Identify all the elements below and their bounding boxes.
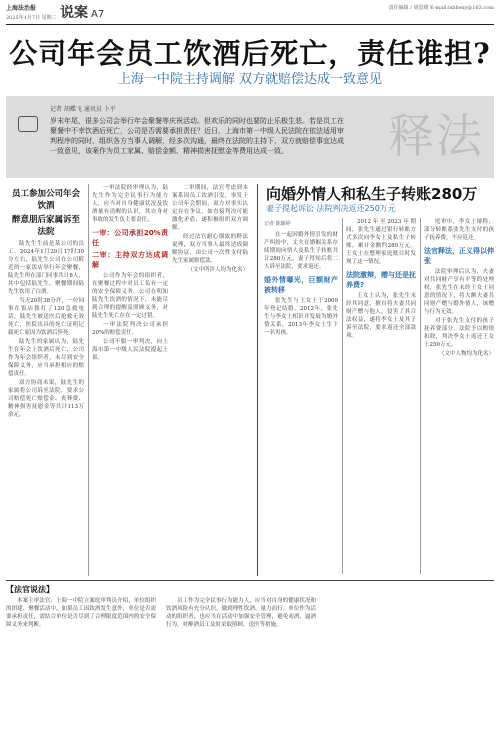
column-divider bbox=[420, 218, 421, 574]
issue-date: 2025年1月7日 星期二 bbox=[6, 15, 57, 21]
paragraph: 一审法院经审理认为，陆先生作为完全民事行为能力人，应当对自身健康状况及饮酒量有清醒的认识，其自身对事故的发生负主要责任。 bbox=[92, 185, 168, 223]
paragraph: 双方协商未果，陆先生的家属将公司诉至法院，要求公司赔偿死亡赔偿金、丧葬费、精神损害抚慰金等共计113万余元。 bbox=[8, 380, 84, 418]
paragraph: 在一起因婚外情引发的财产纠纷中，丈夫在婚姻关系存续期间向情人及私生子转账共计280万元，妻子得知后将二人诉至法院，要求返还。 bbox=[264, 232, 338, 270]
lead-text: 岁末年尾，很多公司会举行年会聚餐等庆祝活动。但欢乐的同时也要防止乐极生悲。若是员工在聚餐中不幸饮酒后死亡，公司是否需要承担责任？近日，上海市第一中级人民法院在依法适用审判程序的同时，组织各方当事人调解，经多次沟通，最终在法院的主持下，双方就赔偿事宜达成一致意见，该案作为员工家属、赔偿金额、精神损害抚慰金等费用达成一致。 bbox=[50, 117, 344, 155]
page-number: A7 bbox=[91, 9, 105, 20]
story2-heading-3: 法官释法，正义得以伸张 bbox=[424, 247, 494, 265]
story1-endnote: （文中所涉人均为化名） bbox=[187, 267, 248, 273]
paragraph: 员工作为完全民事行为能力人，应当对自身的健康状况和饮酒风险有充分认识，做到理性饮酒、量力而行。单位作为活动的组织者，也应当在活动中加强安全管理，避免劝酒、逼酒行为，对醉酒员工及时采取照顾、送医等措施。 bbox=[166, 598, 316, 628]
paragraph: 陆先生的家属认为，陆先生在年会上饮酒后死亡，公司作为年会组织者，未尽到安全保障义务，应当承担相应的赔偿责任。 bbox=[8, 339, 84, 377]
section-title bbox=[60, 2, 104, 22]
story1-title-line1: 员工参加公司年会饮酒 bbox=[11, 189, 80, 211]
story2-byline: 记者 陈颖婷 bbox=[264, 221, 291, 227]
lead-band bbox=[6, 96, 494, 178]
story2-column-2 bbox=[346, 218, 416, 574]
commentary-column-1 bbox=[6, 597, 156, 742]
column-divider bbox=[342, 218, 343, 574]
story2-heading-2: 法院激辩，赠与还是抚养费? bbox=[346, 271, 416, 289]
paragraph: 对于张先生支付的孩子抚养费部分，法院予以酌情扣除，判决李女士返还王女士250万元。 bbox=[424, 318, 494, 348]
paragraph: 当天20时38分许，一位同事在饭店拨打了120急救电话。陆先生被送医后抢救无效死亡，医院出具的死亡证明记载死亡原因为饮酒后猝死。 bbox=[8, 298, 84, 336]
story2-headline: 向婚外情人和私生子转账280万 bbox=[266, 185, 478, 203]
page-subheadline: 上海一中院主持调解 双方就赔偿达成一致意见 bbox=[117, 72, 383, 87]
paragraph: 陆先生生前是某公司的员工。2024年1月29日17时30分左右，陆先生公司在公司附近的一家饭店举行年会聚餐，陆先生所在部门同事共计8人，其中包括陆先生。聚餐期间陆先生饮用了白酒。 bbox=[8, 241, 84, 295]
decorative-calligraphy: 释法 bbox=[388, 109, 484, 163]
judge-commentary-box bbox=[6, 580, 494, 746]
story1-title-line2: 醉意朋后家属诉至法院 bbox=[11, 215, 80, 237]
paragraph: 王女士认为，张先生未经其同意，擅自将夫妻共同财产赠与他人，侵害了其合法权益，遂将李女士及其子诉至法院，要求返还全部款项。 bbox=[346, 293, 416, 339]
story-divider bbox=[257, 184, 258, 576]
paragraph: 庭审中，李女士辩称，部分转账系张先生支付的孩子抚养费，不应返还。 bbox=[424, 219, 494, 241]
story1-column-3 bbox=[172, 184, 248, 574]
column-divider bbox=[88, 184, 89, 576]
section-name: 说案 bbox=[60, 5, 88, 21]
story2-endnote: （文中人物均为化名） bbox=[438, 351, 494, 357]
story2-subheadline: 妻子提起诉讼 法院判决返还250万元 bbox=[266, 204, 396, 213]
speech-bubble-icon bbox=[18, 116, 38, 132]
paragraph: 二审期间，法官考虑到本案系因员工饮酒引发，事发于公司年会期间，双方对事实认定存在争议，如直接判决可能激化矛盾，遂积极组织双方调解。 bbox=[172, 185, 248, 231]
story1-column-1 bbox=[8, 184, 84, 574]
story2-heading-1: 婚外情曝光，巨额财产被转移 bbox=[264, 276, 338, 294]
editor-credits: 责任编辑 / 胡思绪 E-mail:lsbhexy@163.com bbox=[388, 5, 494, 11]
paragraph: 张先生与王女士于2009年登记结婚。2012年，张先生与李女士相识并发展为婚外情关系，2013年李女士生下一名男孩。 bbox=[264, 298, 338, 336]
masthead-rule bbox=[6, 24, 494, 25]
commentary-column-2 bbox=[166, 597, 316, 742]
story1-heading-second-instance: 二审：主持双方达成调解 bbox=[92, 251, 168, 269]
paragraph: 本案主审法官、上海一中院立案庭审判员介绍，单位组织的团建、聚餐活动中，如果员工因饮酒发生意外，单位是否需要承担责任，需结合单位是否尽到了合理限度范围内的安全保障义务来判断。 bbox=[6, 598, 156, 628]
story1-heading-first-instance: 一审：公司承担20%责任 bbox=[92, 229, 168, 247]
masthead bbox=[0, 0, 500, 24]
page-headline: 公司年会员工饮酒后死亡，责任谁担? bbox=[9, 37, 491, 70]
story1-column-2 bbox=[92, 184, 168, 574]
paragraph: 法院审理后认为，夫妻对共同财产享有平等的处理权，张先生在未经王女士同意的情况下，将大额夫妻共同财产赠与婚外情人，该赠与行为无效。 bbox=[424, 269, 494, 315]
paragraph: 一审法院判决公司承担20%的赔偿责任。 bbox=[92, 322, 168, 336]
commentary-tag: 【法官说法】 bbox=[6, 585, 54, 594]
story2-column-3 bbox=[424, 218, 494, 574]
paragraph: 公司不服一审判决，向上海市第一中级人民法院提起上诉。 bbox=[92, 339, 168, 361]
paper-name: 上海法治报 bbox=[6, 5, 37, 12]
paragraph: 公司作为年会的组织者，在聚餐过程中对员工负有一定的安全保障义务。公司在明知陆先生饮酒的情况下，未能尽到合理的提醒及照顾义务，对陆先生死亡存在一定过错。 bbox=[92, 273, 168, 319]
paragraph: 经过法官耐心细致的释法说理，双方当事人最终达成调解协议，由公司一次性支付陆先生家属赔偿款。 bbox=[172, 234, 248, 264]
story2-column-1 bbox=[264, 218, 338, 574]
lead-byline: 记者 胡蝶飞 通讯员 卜平 bbox=[50, 106, 116, 113]
paragraph: 2012年至2023年期间，张先生通过银行转账方式多次向李女士及私生子转账，累计金额约280万元。王女士在整理家庭账目时发现了这一情况。 bbox=[346, 219, 416, 265]
